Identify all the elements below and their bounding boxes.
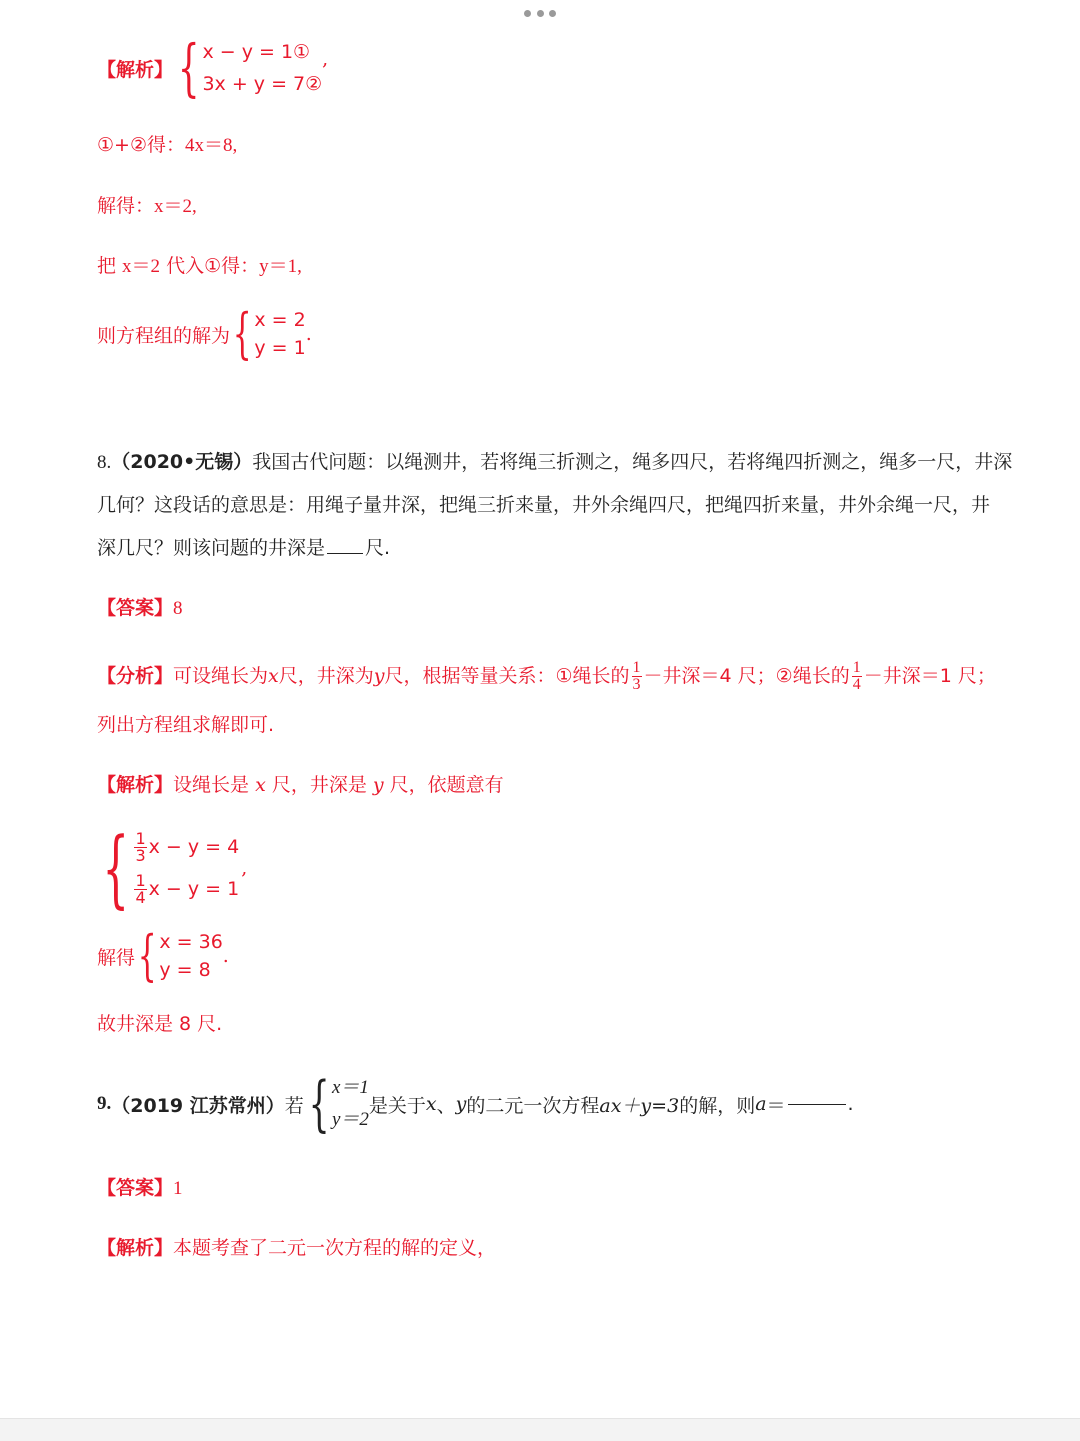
q7-step-4-text: 则方程组的解为 [97,324,231,347]
q7-eq-1: x − y = 1① [202,41,311,63]
q7-jiexi-tag: 【解析】 [97,58,174,81]
q9-source: （2019 江苏常州） [111,1094,285,1117]
more-options-icon[interactable] [524,9,556,17]
q7-step-2: 解得：x＝2, [97,195,197,217]
q8-equation-system: { $\frac{1}{3}$ x − y = 4 $\frac{1}{4}$ x − y = 1 , [102,819,248,917]
q8-stem-line-3: 深几尺？则该问题的井深是 尺. [97,537,391,559]
bottom-toolbar [0,1418,1080,1441]
q8-stem-line-1: 8.（2020•无锡）我国古代问题：以绳测井，若将绳三折测之，绳多四尺，若将绳四折测之，绳多一尺，井深 [97,451,1013,473]
fraction-one-quarter: $\frac{1}{4}$ [852,658,861,693]
q8-solution-system: 解得 { x = 36 y = 8 . [97,924,229,987]
q8-source: （2020•无锡） [111,451,253,473]
left-brace: { [308,1069,330,1139]
left-brace: { [177,31,200,104]
q7-step-3: 把 x＝2 代入①得：y＝1, [97,255,302,277]
q8-number: 8. [97,452,112,473]
q7-sys-tail: , [322,48,329,70]
fraction-one-third: $\frac{1}{3}$ [632,658,641,693]
q9-number: 9. [97,1093,112,1114]
q9-stem: 9. （2019 江苏常州） 若 { x＝1 y＝2 是关于 x 、 y 的二元一次方程 ax＋y=3 的解，则 a ＝ . [97,1069,854,1139]
q7-step-1: ①+②得：4x＝8, [97,134,238,156]
q8-answer: 【答案】8 [97,597,183,619]
q7-eq-2: 3x + y = 7② [202,73,323,95]
answer-blank [327,553,363,554]
q7-solution-system: 则方程组的解为 { x = 2 y = 1 . [97,302,312,365]
q7-system-1 [97,31,329,104]
answer-blank [788,1104,846,1105]
q8-solution: 【解析】设绳长是 x 尺，井深是 y 尺，依题意有 [97,774,504,796]
left-brace: { [137,924,157,987]
left-brace: { [102,819,130,917]
q9-answer: 【答案】1 [97,1177,183,1199]
q8-analysis-line-2: 列出方程组求解即可. [97,714,275,736]
left-brace: { [232,302,252,365]
q8-conclusion: 故井深是 8 尺. [97,1013,223,1035]
q9-solution: 【解析】本题考查了二元一次方程的解的定义， [97,1237,497,1259]
q8-stem-line-2: 几何？这段话的意思是：用绳子量井深，把绳三折来量，井外余绳四尺，把绳四折来量，井外余绳一尺，井 [97,494,991,516]
q8-analysis: 【分析】 可设绳长为 x 尺，井深为 y 尺，根据等量关系：①绳长的 $\frac{1}{3}$ －井深＝4 尺；②绳长的 $\frac{1}{4}$ －井深＝1 尺； [97,658,996,693]
